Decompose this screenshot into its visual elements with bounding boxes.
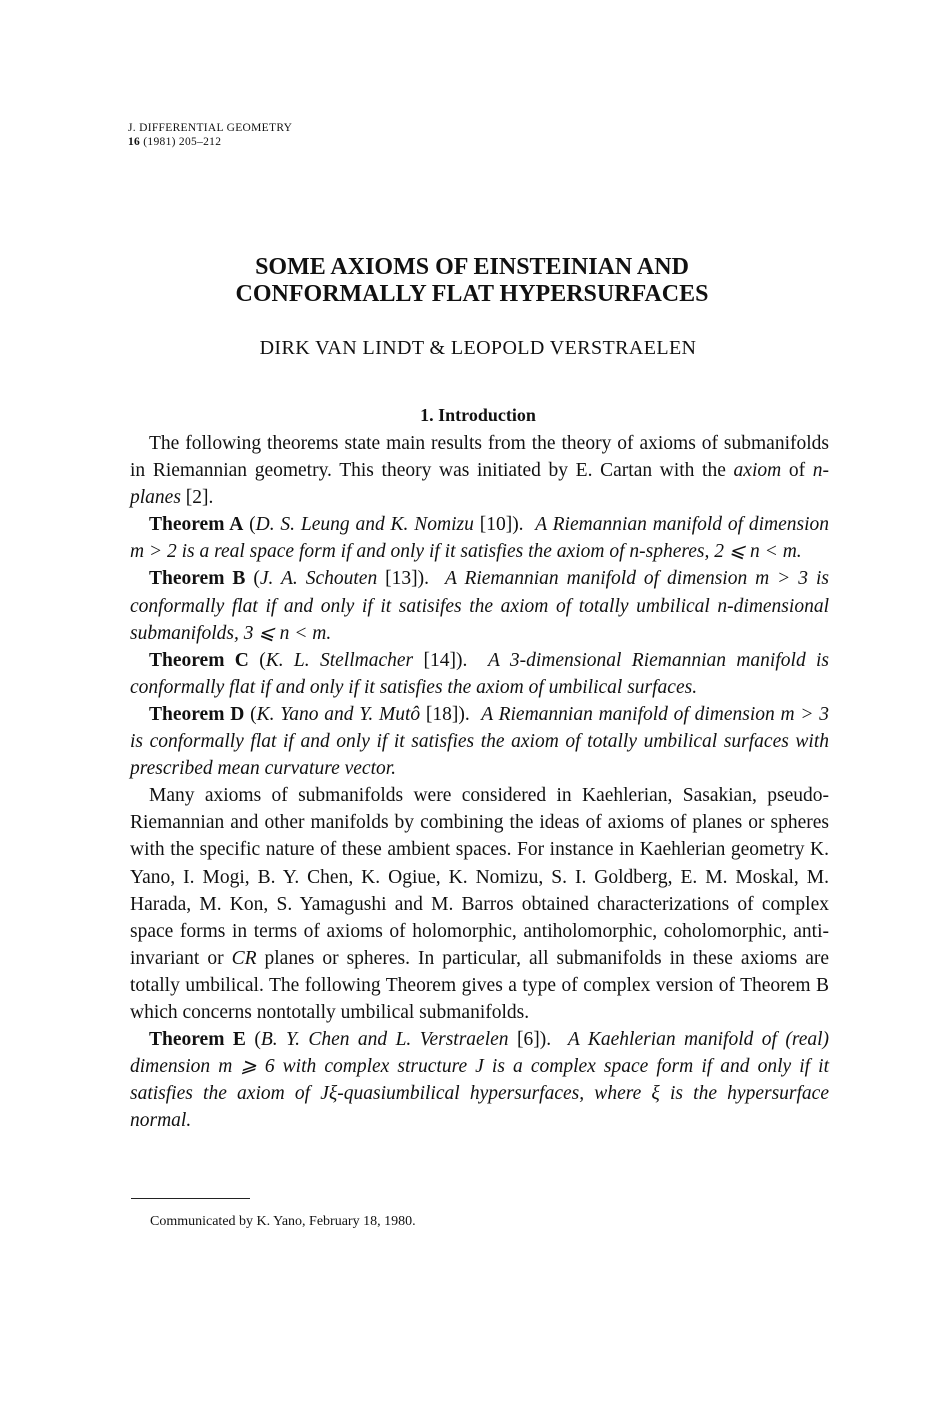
theorem-e-statement: A Kaehlerian manifold of (real) dimension m ⩾ 6 with complex structure J is a complex space form if and only if it satisfies the axiom of Jξ-quasiumbilical hypersurfaces, where ξ is the hypersurface normal.	[130, 1029, 830, 1132]
journal-volume-line	[128, 135, 292, 149]
paper-title-line-2: CONFORMALLY FLAT HYPERSURFACES	[235, 281, 709, 307]
footnote: Communicated by K. Yano, February 18, 1980.	[150, 1214, 416, 1229]
section-heading: 1. Introduction	[420, 405, 536, 425]
theorem-e: Theorem E (B. Y. Chen and L. Verstraelen [6]). A Kaehlerian manifold of (real) dimension m ⩾ 6 with complex structure J is a complex space form if and only if it satisfies the axiom of Jξ-quasiumbilical hypersurfaces, where ξ is the hypersurface normal.	[130, 1029, 830, 1132]
theorem-d-credit: K. Yano and Y. Mutô	[256, 703, 421, 725]
intro-paragraph: The following theorems state main results from the theory of axioms of submanifolds in Riemannian geometry. This theory was initiated by E. Cartan with the axiom of n-planes [2].	[130, 433, 830, 509]
theorem-c-label: Theorem C	[149, 649, 249, 671]
theorem-b-credit: J. A. Schouten	[259, 568, 378, 590]
theorem-a-credit: D. S. Leung and K. Nomizu	[255, 514, 474, 536]
theorem-e-credit: B. Y. Chen and L. Verstraelen	[260, 1029, 509, 1051]
theorem-c: Theorem C (K. L. Stellmacher [14]). A 3-dimensional Riemannian manifold is conformally flat if and only if it satisfies the axiom of umbilical surfaces.	[130, 649, 830, 698]
journal-name: J. DIFFERENTIAL GEOMETRY	[128, 122, 293, 134]
paper-title	[0, 254, 944, 308]
theorem-c-credit: K. L. Stellmacher	[265, 649, 414, 671]
paper-title-line-1: SOME AXIOMS OF EINSTEINIAN AND	[255, 254, 689, 280]
theorem-d-label: Theorem D	[149, 703, 245, 725]
body-text	[130, 430, 829, 1134]
journal-volume: 16	[128, 136, 141, 148]
theorem-a: Theorem A (D. S. Leung and K. Nomizu [10]). A Riemannian manifold of dimension m > 2 is a real space form if and only if it satisfies the axiom of n-spheres, 2 ⩽ n < m.	[130, 514, 830, 563]
theorem-c-statement: A 3-dimensional Riemannian manifold is conformally flat if and only if it satisfies the axiom of umbilical surfaces.	[130, 649, 830, 698]
theorem-d-statement: A Riemannian manifold of dimension m > 3 is conformally flat if and only if it satisfies the axiom of totally umbilical surfaces with prescribed mean curvature vector.	[130, 703, 830, 780]
theorem-b-statement: A Riemannian manifold of dimension m > 3 is conformally flat if and only if it satisifes the axiom of totally umbilical n-dimensional submanifolds, 3 ⩽ n < m.	[130, 568, 829, 644]
theorem-d: Theorem D (K. Yano and Y. Mutô [18]). A Riemannian manifold of dimension m > 3 is conformally flat if and only if it satisfies the axiom of totally umbilical surfaces with prescribed mean curvature vector.	[130, 703, 830, 780]
theorem-a-statement: A Riemannian manifold of dimension m > 2 is a real space form if and only if it satisfies the axiom of n-spheres, 2 ⩽ n < m.	[130, 514, 830, 563]
journal-year-pages: (1981) 205–212	[143, 136, 222, 148]
theorem-b-label: Theorem B	[149, 568, 246, 590]
paper-authors: DIRK VAN LINDT & LEOPOLD VERSTRAELEN	[259, 337, 697, 359]
footnote-rule	[131, 1198, 250, 1199]
theorem-b: Theorem B (J. A. Schouten [13]). A Riemannian manifold of dimension m > 3 is conformally flat if and only if it satisifes the axiom of totally umbilical n-dimensional submanifolds, 3 ⩽ n < m.	[130, 568, 829, 644]
theorem-e-label: Theorem E	[149, 1029, 246, 1051]
paragraph-many-axioms: Many axioms of submanifolds were considered in Kaehlerian, Sasakian, pseudo-Riemannian and other manifolds by combining the ideas of axioms of planes or spheres with the specific nature of these ambient spaces. For instance in Kaehlerian geometry K. Yano, I. Mogi, B. Y. Chen, K. Ogiue, K. Nomizu, S. I. Goldberg, E. M. Moskal, M. Harada, M. Kon, S. Yamagushi and M. Barros obtained characterizations of complex space forms in terms of axioms of holomorphic, antiholomorphic, coholomorphic, anti-invariant or CR planes or spheres. In particular, all submanifolds in these axioms are totally umbilical. The following Theorem gives a type of complex version of Theorem B which concerns nontotally umbilical submanifolds.	[130, 785, 829, 1023]
journal-header	[128, 121, 292, 149]
theorem-a-label: Theorem A	[149, 514, 244, 536]
